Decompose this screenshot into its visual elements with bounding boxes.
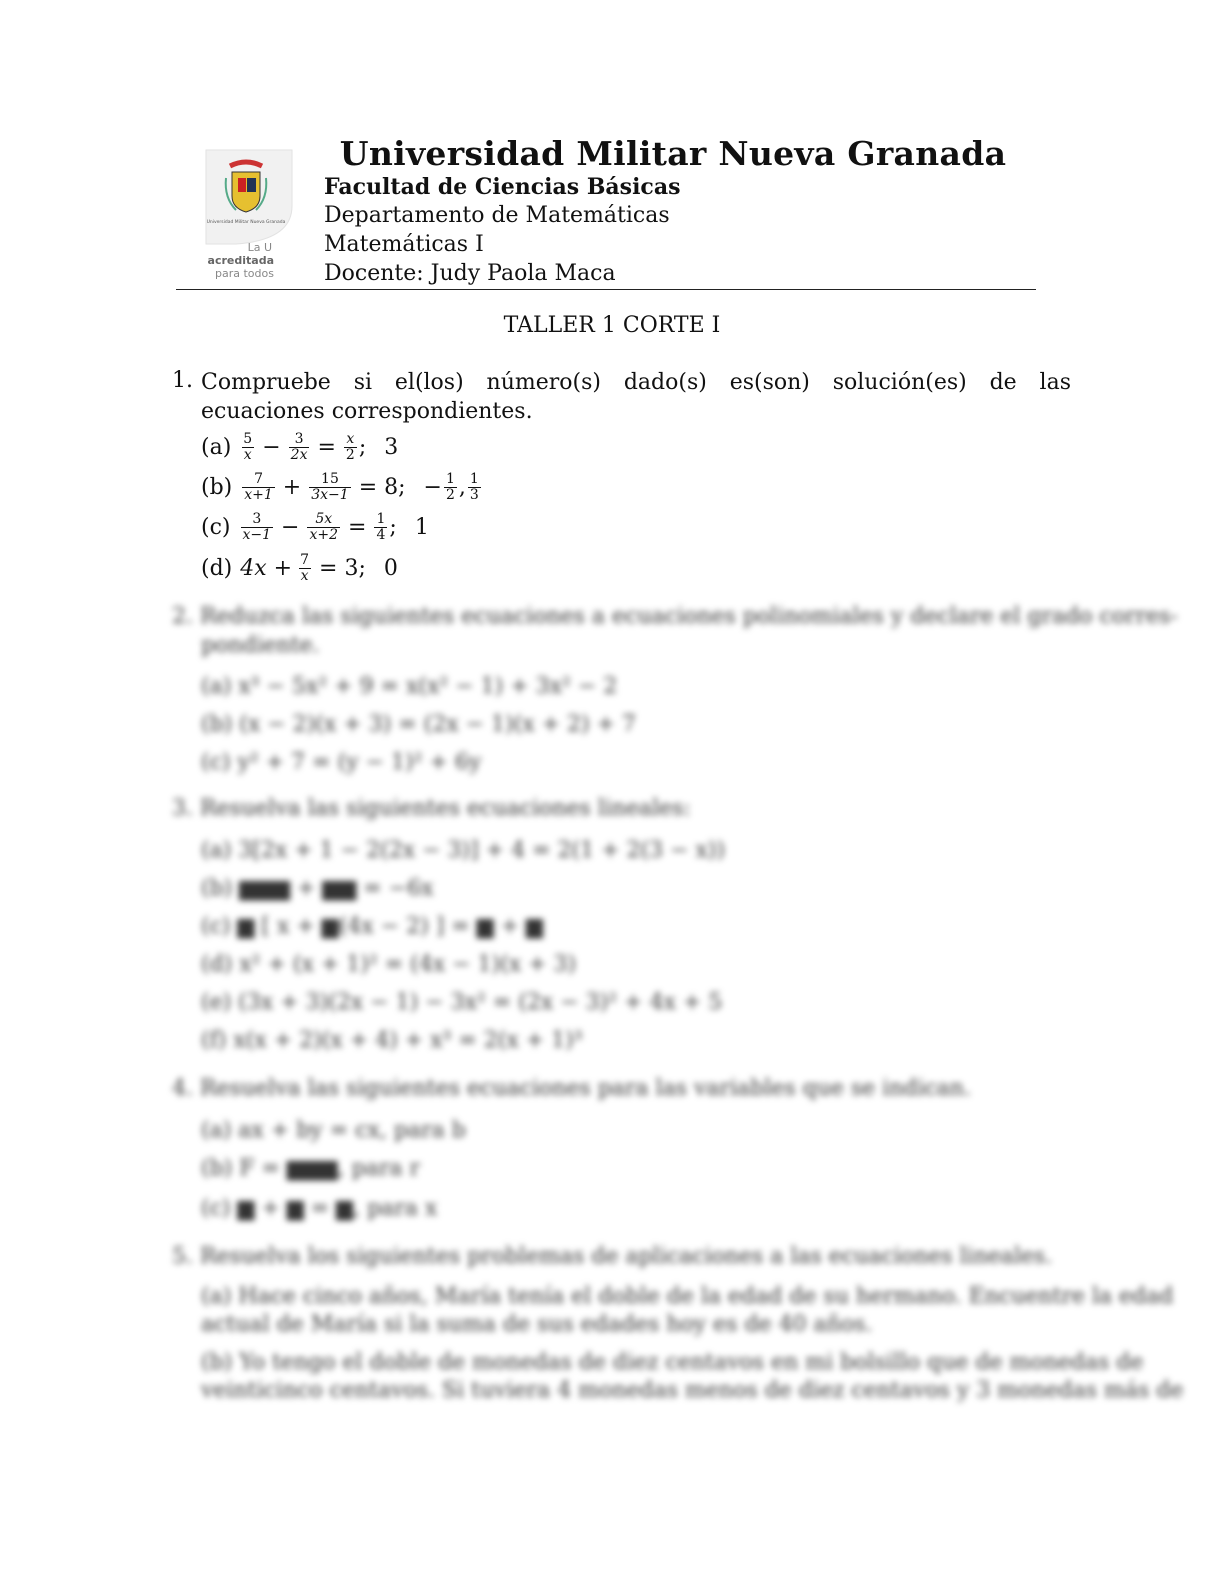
faculty-name: Facultad de Ciencias Básicas <box>324 174 681 200</box>
numerator: x <box>346 431 355 447</box>
question-3-item-a: (a) 3[2x + 1 − 2(2x − 3)] + 4 = 2(1 + 2(3 − x)) <box>201 838 726 863</box>
header-divider <box>176 289 1036 290</box>
question-1-item-d <box>201 553 398 584</box>
question-3-item-b: (b) ▆▆▆ + ▆▆ = −6x <box>201 876 434 901</box>
question-3-item-c: (c) ▆ [ x + ▆(4x − 2) ] = ▆ + ▆ <box>201 914 543 939</box>
fraction <box>298 553 311 584</box>
question-4-item-c: (c) ▆ + ▆ = ▆, para x <box>201 1196 438 1221</box>
question-2-item-b: (b) (x − 2)(x + 3) = (2x − 1)(x + 2) + 7 <box>201 712 637 737</box>
question-3-item-f: (f) x(x + 2)(x + 4) + x³ = 2(x + 1)³ <box>201 1028 583 1053</box>
denominator: x <box>243 447 252 463</box>
fraction <box>374 512 387 543</box>
logo-tagline-3: para todos <box>215 267 274 280</box>
operator: − <box>281 515 300 540</box>
denominator: x+1 <box>244 487 273 503</box>
question-4-item-b: (b) F = ▆▆▆, para r <box>201 1156 421 1181</box>
question-4-item-a: (a) ax + by = cx, para b <box>201 1118 466 1143</box>
question-2-text-cont: pondiente. <box>201 633 320 658</box>
question-5-item-a-cont: actual de María si la suma de sus edades hoy es de 40 años. <box>201 1312 873 1337</box>
worksheet-title: TALLER 1 CORTE I <box>503 313 721 338</box>
question-4-text: 4. Resuelva las siguientes ecuaciones para las variables que se indican. <box>172 1076 972 1101</box>
question-5-item-a: (a) Hace cinco años, María tenía el doble de la edad de su hermano. Encuentre la edad <box>201 1284 1174 1309</box>
teacher-name: Docente: Judy Paola Maca <box>324 261 616 286</box>
logo-tagline-2: acreditada <box>207 254 274 267</box>
numerator: 7 <box>300 552 310 568</box>
fraction <box>242 472 275 503</box>
right-hand-side: = 8; <box>358 475 406 500</box>
denominator: x−1 <box>242 527 272 543</box>
logo-tagline-1: La U <box>247 241 272 254</box>
question-3-item-e: (e) (3x + 3)(2x − 1) − 3x² = (2x − 3)² + 4x + 5 <box>201 990 723 1015</box>
question-1-number: 1. <box>172 368 193 393</box>
denominator: x+2 <box>309 527 339 543</box>
question-1-item-c <box>201 512 429 543</box>
numerator: 1 <box>445 471 455 487</box>
separator: ; <box>358 435 367 460</box>
candidate-solution: 0 <box>383 556 398 581</box>
fraction <box>307 512 340 543</box>
university-title: Universidad Militar Nueva Granada <box>339 134 1007 173</box>
question-2-item-c: (c) y² + 7 = (y − 1)² + 6y <box>201 750 482 775</box>
fraction <box>241 512 274 543</box>
separator: , <box>458 475 466 500</box>
candidate-solution: 1 <box>414 515 429 540</box>
separator: ; <box>389 515 397 540</box>
numerator: 1 <box>376 511 386 527</box>
item-label: (b) <box>201 475 233 500</box>
fraction <box>344 432 357 463</box>
fraction <box>444 472 457 503</box>
item-label: (c) <box>201 515 231 540</box>
denominator: 2x <box>290 447 308 463</box>
item-label: (d) <box>201 556 233 581</box>
numerator: 5x <box>315 511 333 527</box>
operator: = <box>348 515 367 540</box>
logo-seal-text: Universidad Militar Nueva Granada <box>206 220 286 225</box>
denominator: 3 <box>469 487 479 503</box>
question-5-item-b-cont: veinticinco centavos. Si tuviera 4 monedas menos de diez centavos y 3 monedas más de <box>201 1378 1184 1403</box>
right-hand-side: = 3; <box>319 556 366 581</box>
question-1-text: Compruebe si el(los) número(s) dado(s) es(son) solución(es) de las ecuaciones correspondientes. <box>201 370 1071 424</box>
question-2-item-a: (a) x³ − 5x² + 9 = x(x² − 1) + 3x² − 2 <box>201 674 618 699</box>
operator: + <box>282 475 302 500</box>
operator: − <box>262 435 281 460</box>
denominator: x <box>300 568 309 584</box>
numerator: 15 <box>321 471 339 487</box>
question-3-text: 3. Resuelva las siguientes ecuaciones lineales: <box>172 796 691 821</box>
left-hand-side: 4x + <box>240 556 293 581</box>
numerator: 3 <box>294 431 304 447</box>
question-5-item-b: (b) Yo tengo el doble de monedas de diez centavos en mi bolsillo que de monedas de <box>201 1350 1144 1375</box>
item-label: (a) <box>201 435 232 460</box>
fraction <box>289 432 310 463</box>
denominator: 2 <box>445 487 455 503</box>
course-name: Matemáticas I <box>324 232 484 257</box>
question-1-item-a <box>201 432 398 463</box>
sign: − <box>423 475 442 500</box>
denominator: 4 <box>376 527 386 543</box>
candidate-solution: 3 <box>384 435 399 460</box>
numerator: 1 <box>469 471 479 487</box>
fraction <box>309 472 350 503</box>
question-1-item-b <box>201 472 483 503</box>
numerator: 7 <box>254 471 263 487</box>
department-name: Departamento de Matemáticas <box>324 203 670 228</box>
question-5-text: 5. Resuelva los siguientes problemas de aplicaciones a las ecuaciones lineales. <box>172 1244 1053 1269</box>
operator: = <box>317 435 336 460</box>
denominator: 2 <box>345 447 355 463</box>
numerator: 5 <box>243 431 253 447</box>
question-3-item-d: (d) x² + (x + 1)² = (4x − 1)(x + 3) <box>201 952 577 977</box>
fraction <box>241 432 254 463</box>
numerator: 3 <box>252 511 262 527</box>
question-2-text: 2. Reduzca las siguientes ecuaciones a ecuaciones polinomiales y declare el grado corres- <box>172 604 1178 629</box>
fraction <box>468 472 481 503</box>
denominator: 3x−1 <box>311 487 349 503</box>
